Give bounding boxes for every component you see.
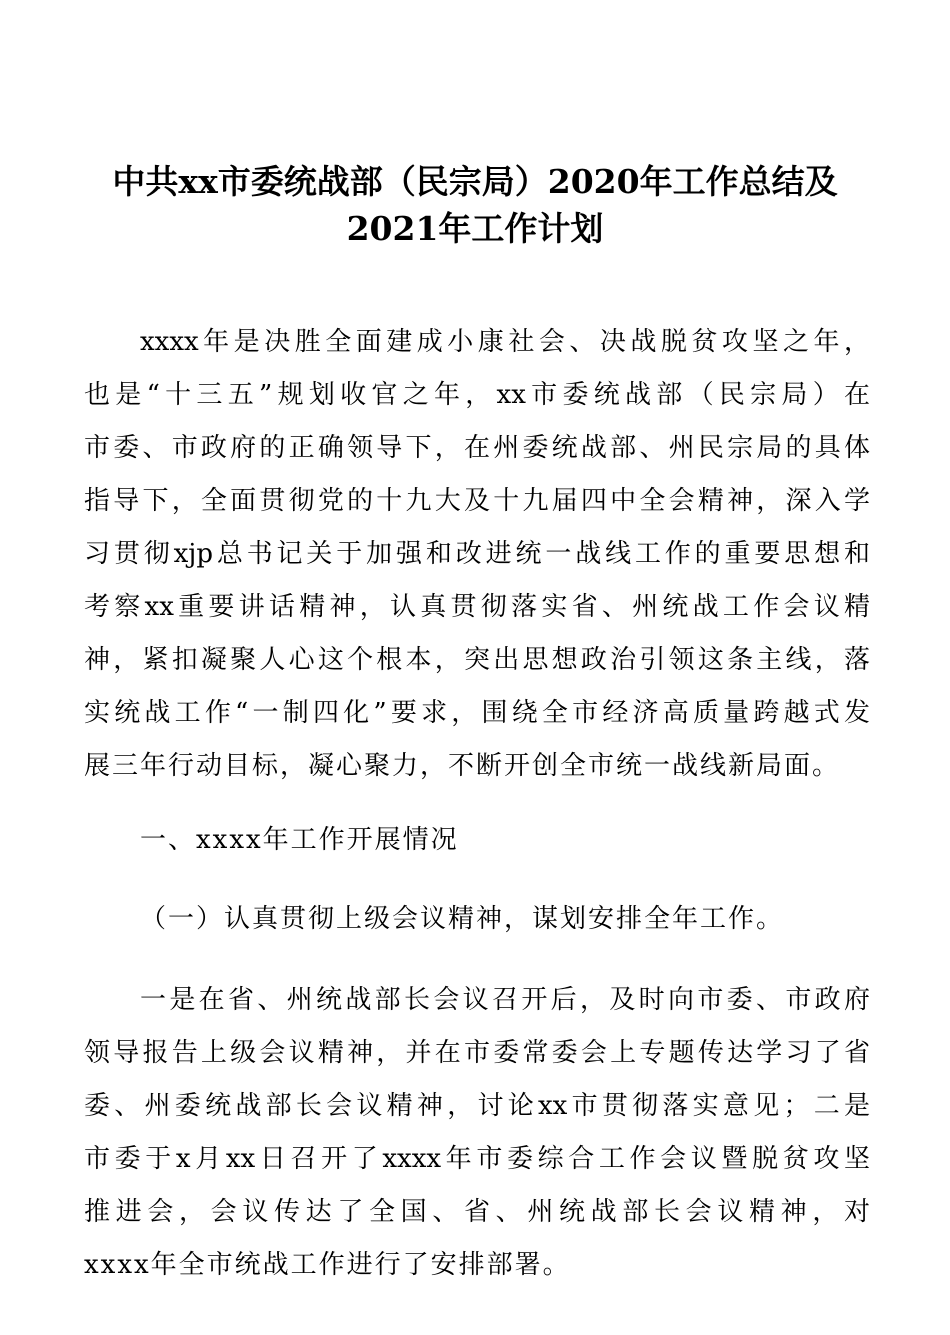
intro-line-4: 指导下，全面贯彻党的十九大及十九届四中全会精神，深入学 bbox=[84, 486, 870, 516]
document-title-line-2: 2021年工作计划 bbox=[346, 209, 604, 248]
intro-line-5: 习贯彻xjp总书记关于加强和改进统一战线工作的重要思想和 bbox=[84, 539, 870, 569]
para2-line-5: 推进会，会议传达了全国、省、州统战部长会议精神，对 bbox=[84, 1197, 870, 1227]
para2-line-4: 市委于x月xx日召开了xxxx年市委综合工作会议暨脱贫攻坚 bbox=[84, 1144, 870, 1174]
intro-line-3: 市委、市政府的正确领导下，在州委统战部、州民宗局的具体 bbox=[84, 433, 870, 463]
intro-line-7: 神，紧扣凝聚人心这个根本，突出思想政治引领这条主线，落 bbox=[84, 645, 870, 675]
intro-line-8: 实统战工作“一制四化”要求，围绕全市经济高质量跨越式发 bbox=[84, 698, 870, 728]
intro-line-9: 展三年行动目标，凝心聚力，不断开创全市统一战线新局面。 bbox=[84, 751, 841, 781]
para2-line-1: 一是在省、州统战部长会议召开后，及时向市委、市政府 bbox=[140, 985, 870, 1015]
para2-line-3: 委、州委统战部长会议精神，讨论xx市贯彻落实意见；二是 bbox=[84, 1091, 870, 1121]
para2-line-6: xxxx年全市统战工作进行了安排部署。 bbox=[84, 1250, 571, 1280]
intro-line-6: 考察xx重要讲话精神，认真贯彻落实省、州统战工作会议精 bbox=[84, 592, 870, 622]
subsection-1-heading: （一）认真贯彻上级会议精神，谋划安排全年工作。 bbox=[140, 904, 785, 934]
intro-line-2: 也是“十三五”规划收官之年，xx市委统战部（民宗局）在 bbox=[84, 380, 870, 410]
document-title-line-1: 中共xx市委统战部（民宗局）2020年工作总结及 bbox=[112, 162, 838, 201]
section-1-heading: 一、xxxx年工作开展情况 bbox=[140, 825, 459, 855]
intro-line-1: xxxx年是决胜全面建成小康社会、决战脱贫攻坚之年， bbox=[140, 327, 870, 357]
para2-line-2: 领导报告上级会议精神，并在市委常委会上专题传达学习了省 bbox=[84, 1038, 870, 1068]
